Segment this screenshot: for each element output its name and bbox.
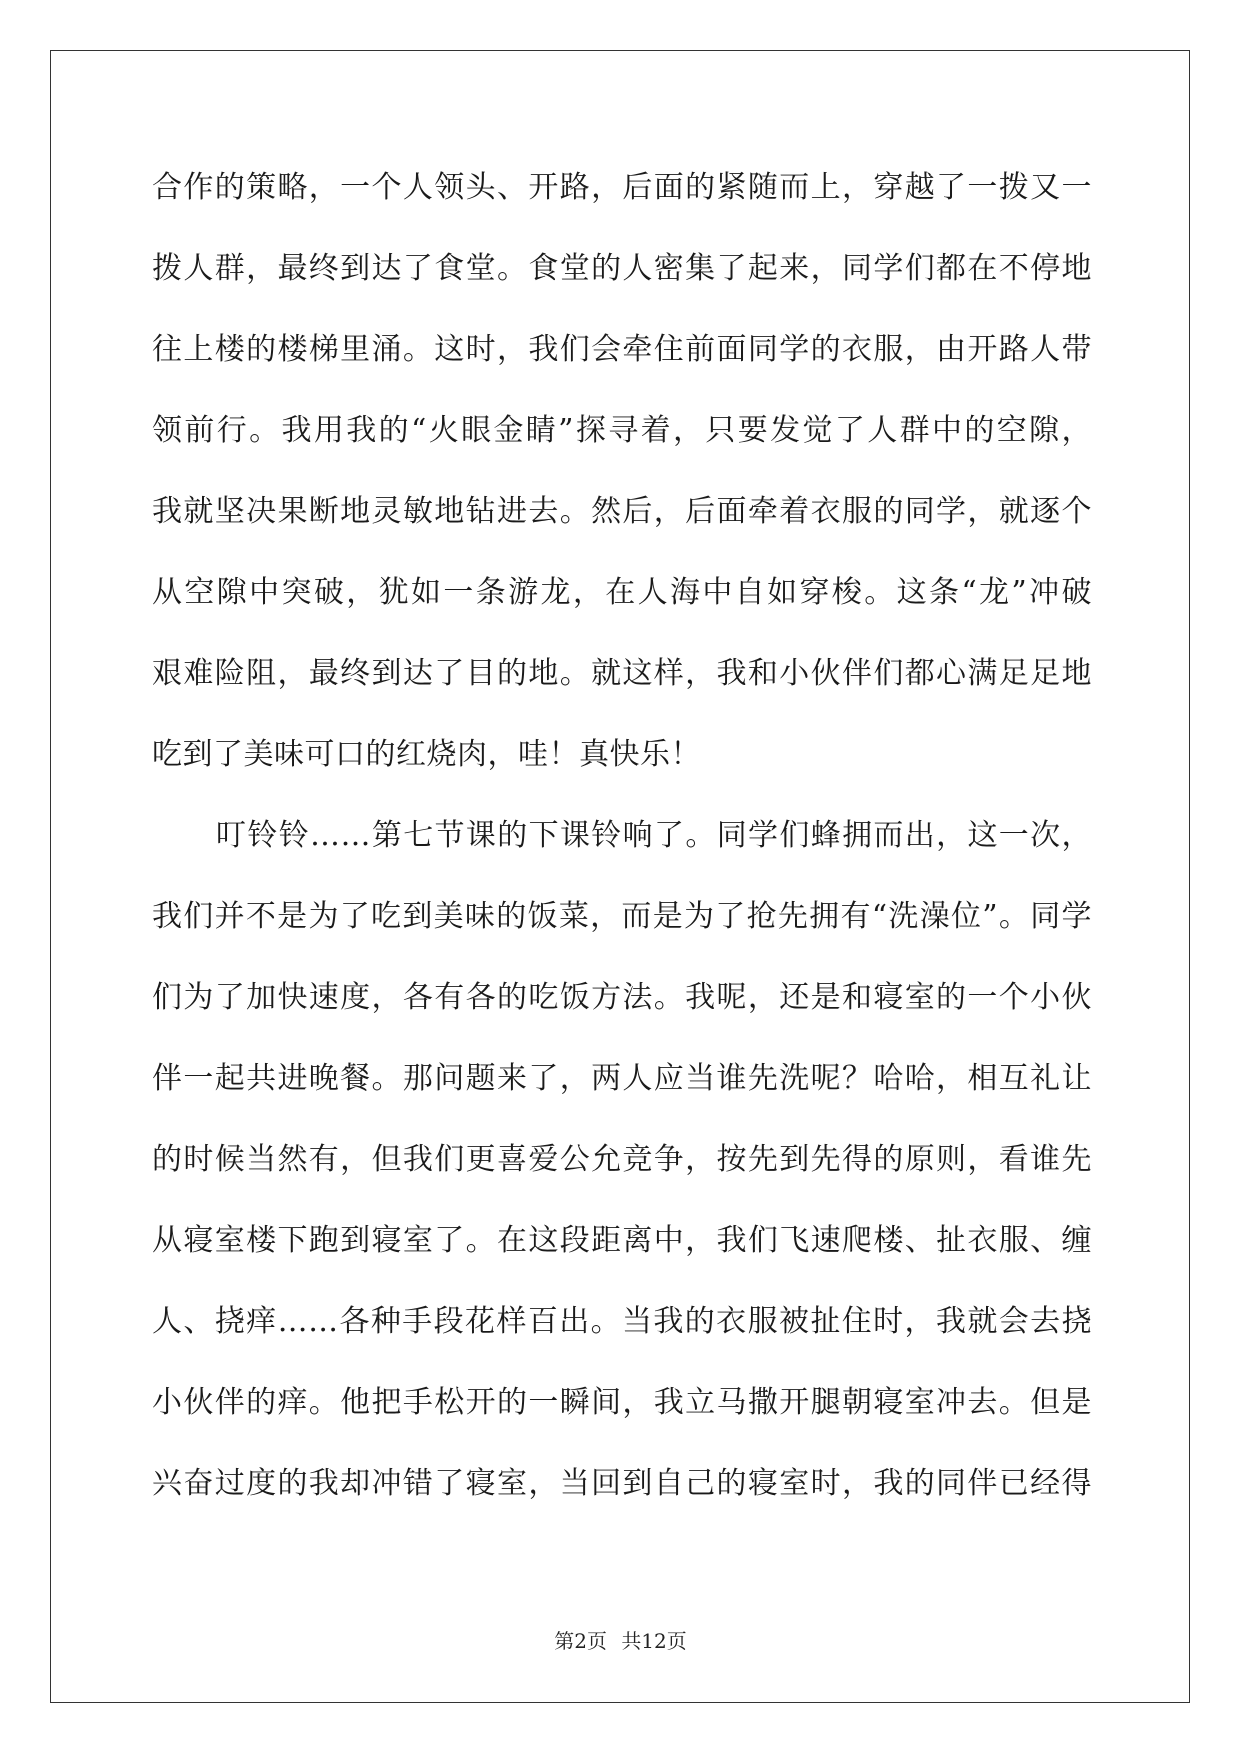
text-line: 我们并不是为了吃到美味的饭菜，而是为了抢先拥有“洗澡位”。同学 bbox=[152, 899, 1092, 934]
text-line: 吃到了美味可口的红烧肉，哇！真快乐！ bbox=[152, 737, 701, 772]
text-line: 艰难险阻，最终到达了目的地。就这样，我和小伙伴们都心满足足地 bbox=[152, 656, 1092, 691]
text-line: 的时候当然有，但我们更喜爱公允竞争，按先到先得的原则，看谁先 bbox=[152, 1142, 1092, 1177]
text-line: 小伙伴的痒。他把手松开的一瞬间，我立马撒开腿朝寝室冲去。但是 bbox=[152, 1385, 1092, 1420]
document-body bbox=[152, 160, 1092, 1537]
text-line: 领前行。我用我的“火眼金睛”探寻着，只要发觉了人群中的空隙， bbox=[152, 413, 1092, 448]
text-line: 叮铃铃……第七节课的下课铃响了。同学们蜂拥而出，这一次， bbox=[216, 818, 1092, 853]
text-line: 往上楼的楼梯里涌。这时，我们会牵住前面同学的衣服，由开路人带 bbox=[152, 332, 1092, 367]
text-line: 伴一起共进晚餐。那问题来了，两人应当谁先洗呢？哈哈，相互礼让 bbox=[152, 1061, 1092, 1096]
text-line: 人、挠痒……各种手段花样百出。当我的衣服被扯住时，我就会去挠 bbox=[152, 1304, 1092, 1339]
text-line: 我就坚决果断地灵敏地钻进去。然后，后面牵着衣服的同学，就逐个 bbox=[152, 494, 1092, 529]
text-line: 从空隙中突破，犹如一条游龙，在人海中自如穿梭。这条“龙”冲破 bbox=[152, 575, 1092, 610]
text-line: 合作的策略，一个人领头、开路，后面的紧随而上，穿越了一拨又一 bbox=[152, 170, 1092, 205]
current-page-number: 第2页 bbox=[554, 1629, 607, 1653]
text-line: 们为了加快速度，各有各的吃饭方法。我呢，还是和寝室的一个小伙 bbox=[152, 980, 1092, 1015]
text-line: 兴奋过度的我却冲错了寝室，当回到自己的寝室时，我的同伴已经得 bbox=[152, 1466, 1092, 1501]
text-line: 拨人群，最终到达了食堂。食堂的人密集了起来，同学们都在不停地 bbox=[152, 251, 1092, 286]
total-page-count: 共12页 bbox=[621, 1629, 687, 1653]
page-footer bbox=[0, 1625, 1241, 1654]
text-line: 从寝室楼下跑到寝室了。在这段距离中，我们飞速爬楼、扯衣服、缠 bbox=[152, 1223, 1092, 1258]
